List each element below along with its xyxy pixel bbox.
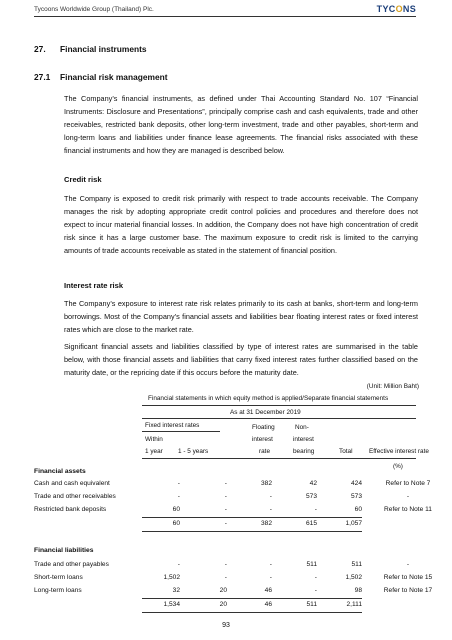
company-header: Tycoons Worldwide Group (Thailand) Plc. [34,6,154,13]
col-effective-header: Effective interest rate [369,448,429,455]
table-date: As at 31 December 2019 [230,409,301,416]
col-pct-header: (%) [393,463,403,470]
intro-paragraph: The Company’s financial instruments, as defined under Thai Accounting Standard No. 107 “Financial Instruments: Disclosure and Presentations”, principally comprise cash and cash equivalents, trade and other receivables, restricted bank deposits, other long-term investment, trade and other payables, short-term and long-term loans and liabilities under finance lease agreements. The financial risks associated with these financial instruments and how they are managed is described below. [64,94,418,156]
col-bearing-header: bearing [293,448,315,455]
credit-risk-paragraph: The Company is exposed to credit risk primarily with respect to trade accounts receivable. The Company manages the risk by adopting appropriate credit control policies and procedures and therefore does not expect to incur material financial losses. In addition, the Company does not have high concentration of credit risk since it has a large customer base. The maximum exposure to credit risk is limited to the carrying amounts of trade accounts receivable as stated in the statement of financial position. [64,194,418,256]
table-row: Trade and other payables - - - 511 511 - [34,561,410,568]
col-one-five-header: 1 - 5 years [178,448,209,455]
page-number: 93 [222,622,230,629]
table-row: Short-term loans 1,502 - - - 1,502 Refer to Note 15 [34,574,433,581]
liabilities-subtotal-rule [142,598,362,599]
assets-subtotal-rule [142,517,362,518]
col-header-rule [142,458,416,459]
col-total-header: Total [339,448,353,455]
assets-total-row: 60 - 382 615 1,057 [172,520,362,527]
col-interest2-header: interest [293,436,314,443]
table-unit: (Unit: Million Baht) [366,383,419,390]
section-heading: 27. Financial instruments [34,44,147,54]
interest-risk-paragraph-2: Significant financial assets and liabilities classified by type of interest rates are summarised in the table below, with those financial assets and liabilities that carry fixed interest rates further classified based on the maturity date, or the repricing date if this occurs before the maturity date. [64,342,418,378]
subsection-heading: 27.1 Financial risk management [34,72,168,82]
financial-assets-heading: Financial assets [34,468,86,475]
col-non-header: Non- [295,424,309,431]
liabilities-total-rule [142,612,362,613]
company-logo: TYCONS [376,4,416,14]
col-interest-header: interest [252,436,273,443]
table-row: Cash and cash equivalent - - 382 42 424 Refer to Note 7 [34,480,431,487]
assets-total-rule [142,531,362,532]
col-fixed-header: Fixed interest rates [145,422,200,429]
col-one-year-header: 1 year [145,448,163,455]
interest-risk-paragraph-1: The Company’s exposure to interest rate risk relates primarily to its cash at banks, short-term and long-term borrowings. Most of the Company’s financial assets and liabilities bear floating interest rates or fixed interest rates which are close to the market rate. [64,299,418,335]
financial-liabilities-heading: Financial liabilities [34,547,94,554]
table-date-rule [142,418,416,419]
table-row: Long-term loans 32 20 46 - 98 Refer to Note 17 [34,587,433,594]
table-title: Financial statements in which equity method is applied/Separate financial statements [148,395,389,402]
interest-risk-heading: Interest rate risk [64,281,124,290]
col-within-header: Within [145,436,163,443]
table-row: Trade and other receivables - - - 573 573 - [34,493,410,500]
col-floating-header: Floating [252,424,275,431]
credit-risk-heading: Credit risk [64,175,102,184]
col-rate-header: rate [259,448,271,455]
liabilities-total-row: 1,534 20 46 511 2,111 [163,601,362,608]
table-row: Restricted bank deposits 60 - - - 60 Refer to Note 11 [34,506,432,513]
header-rule [34,16,416,17]
table-title-rule [142,405,416,406]
fixed-header-rule [142,431,220,432]
